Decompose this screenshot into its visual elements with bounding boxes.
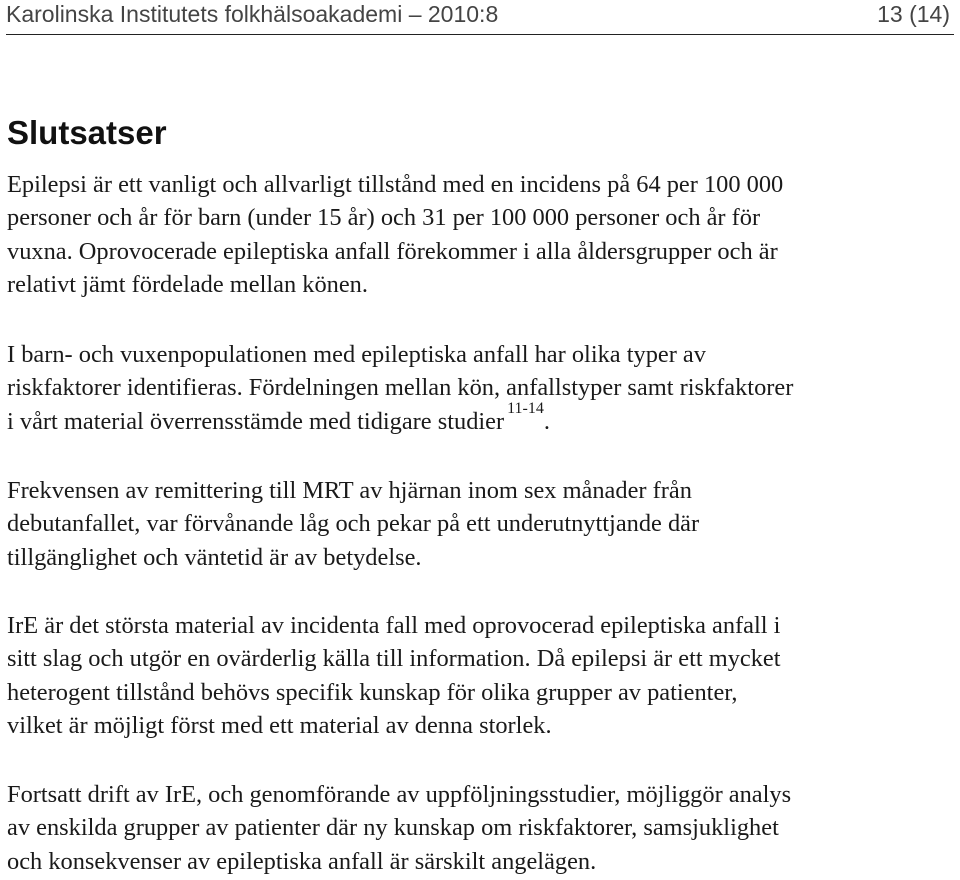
paragraph-1 bbox=[7, 168, 957, 302]
sentence-period: . bbox=[543, 407, 550, 435]
paragraph-3 bbox=[7, 474, 957, 574]
text-line: i vårt material överrensstämde med tidigare studier bbox=[7, 407, 505, 435]
text-line: Fortsatt drift av IrE, och genomförande av uppföljningsstudier, möjliggör analys bbox=[7, 781, 792, 808]
text-line: vuxna. Oprovocerade epileptiska anfall förekommer i alla åldersgrupper och är bbox=[7, 237, 778, 265]
paragraph-4 bbox=[7, 609, 957, 743]
text-line: personer och år för barn (under 15 år) och 31 per 100 000 personer och år för bbox=[7, 204, 761, 232]
header-source: Karolinska Institutets folkhälsoakademi – 2010:8 bbox=[6, 1, 499, 27]
text-line: riskfaktorer identifieras. Fördelningen mellan kön, anfallstyper samt riskfaktorer bbox=[7, 374, 794, 402]
running-header bbox=[6, 0, 954, 35]
text-line: och konsekvenser av epileptiska anfall är särskilt angelägen. bbox=[7, 847, 597, 875]
section-title: Slutsatser bbox=[7, 114, 167, 151]
text-line: Epilepsi är ett vanligt och allvarligt tillstånd med en incidens på 64 per 100 000 bbox=[7, 171, 784, 198]
text-line: relativt jämt fördelade mellan könen. bbox=[7, 271, 368, 299]
text-line-with-citation bbox=[7, 399, 957, 441]
text-line: Frekvensen av remittering till MRT av hjärnan inom sex månader från bbox=[7, 477, 692, 504]
text-line: sitt slag och utgör en ovärderlig källa till information. Då epilepsi är ett mycket bbox=[7, 645, 781, 673]
text-line: tillgänglighet och väntetid är av betydelse. bbox=[7, 543, 422, 571]
citation-superscript: 11-14 bbox=[507, 399, 544, 417]
text-line: heterogent tillstånd behövs specifik kunskap för olika grupper av patienter, bbox=[7, 678, 738, 706]
text-line: av enskilda grupper av patienter där ny kunskap om riskfaktorer, samsjuklighet bbox=[7, 814, 779, 842]
text-line: IrE är det största material av incidenta fall med oprovocerad epileptiska anfall i bbox=[7, 612, 781, 639]
paragraph-2 bbox=[7, 338, 957, 441]
text-line: vilket är möjligt först med ett material av denna storlek. bbox=[7, 712, 552, 740]
paragraph-5 bbox=[7, 778, 957, 878]
text-line: I barn- och vuxenpopulationen med epileptiska anfall har olika typer av bbox=[7, 341, 706, 368]
text-line: debutanfallet, var förvånande låg och pekar på ett underutnyttjande där bbox=[7, 510, 700, 538]
page-number: 13 (14) bbox=[877, 1, 950, 27]
